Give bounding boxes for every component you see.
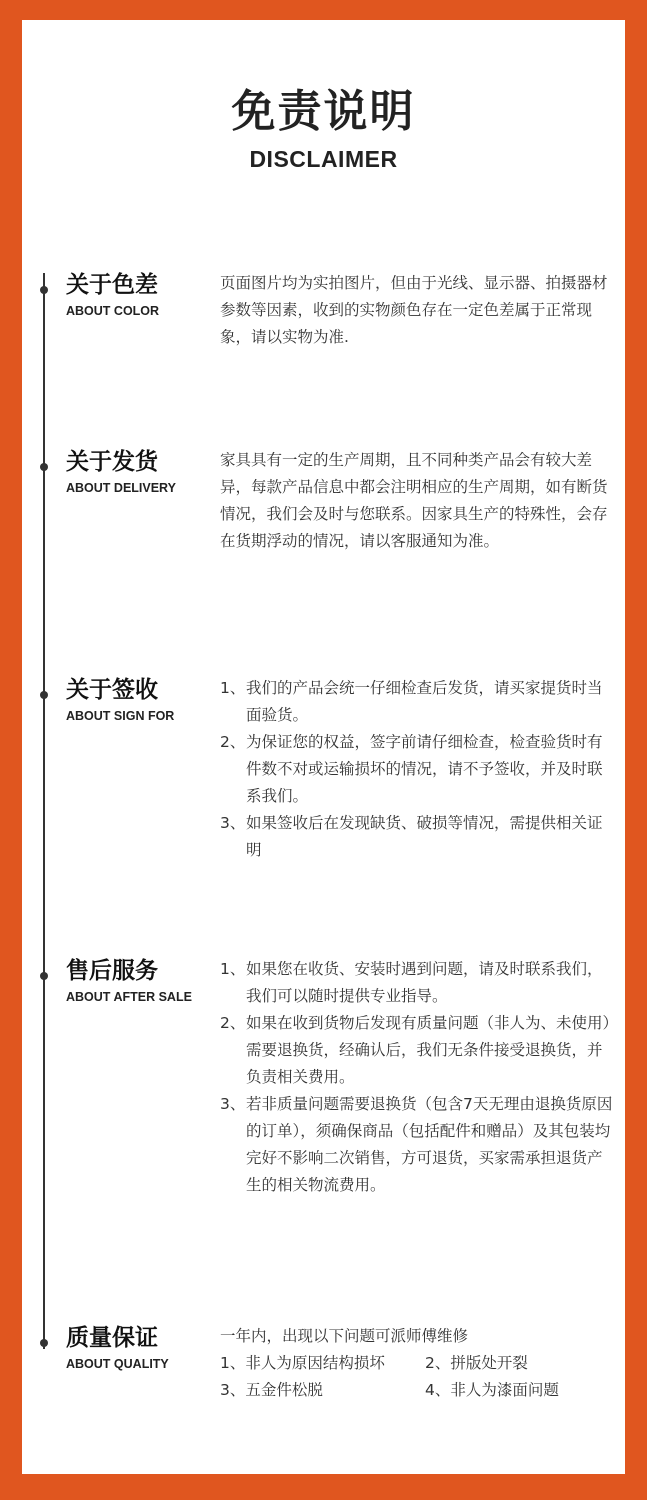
item-number: 3、 [220, 814, 246, 832]
timeline-line [43, 273, 45, 1349]
item-number: 1、 [220, 960, 246, 978]
list-item [220, 729, 615, 810]
timeline-dot [40, 691, 48, 699]
section-title: 关于色差 [66, 272, 158, 298]
quality-item: 3、五金件松脱 [220, 1381, 323, 1399]
item-number: 2、 [220, 733, 246, 751]
timeline-dot [40, 1339, 48, 1347]
disclaimer-panel [22, 20, 625, 1474]
item-text: 我们的产品会统一仔细检查后发货，请买家提货时当面验货。 [246, 679, 603, 724]
section-list [220, 956, 615, 1199]
list-item [220, 810, 615, 864]
section-subtitle: ABOUT COLOR [66, 304, 160, 318]
item-number: 3、 [220, 1095, 246, 1113]
quality-item: 4、非人为漆面问题 [425, 1381, 559, 1399]
section-title: 质量保证 [66, 1325, 158, 1351]
quality-row [220, 1350, 615, 1377]
section-title: 关于发货 [66, 449, 158, 475]
section-list [220, 675, 615, 864]
timeline-dot [40, 972, 48, 980]
timeline-dot [40, 463, 48, 471]
page-title: 免责说明 [231, 86, 416, 137]
section-subtitle: ABOUT QUALITY [66, 1357, 169, 1371]
section-title: 关于签收 [66, 677, 158, 703]
item-number: 1、 [220, 679, 246, 697]
quality-row [220, 1377, 615, 1404]
section-subtitle: ABOUT DELIVERY [66, 481, 176, 495]
section-subtitle: ABOUT AFTER SALE [66, 990, 192, 1004]
list-item [220, 1010, 615, 1091]
quality-item: 2、拼版处开裂 [425, 1354, 528, 1372]
section-title: 售后服务 [66, 958, 158, 984]
list-item [220, 1091, 615, 1199]
section-text: 页面图片均为实拍图片，但由于光线、显示器、拍摄器材参数等因素，收到的实物颜色存在一定色差属于正常现象，请以实物为准. [220, 274, 608, 346]
section-text: 家具具有一定的生产周期，且不同种类产品会有较大差异，每款产品信息中都会注明相应的生产周期，如有断货情况，我们会及时与您联系。因家具生产的特殊性，会存在货期浮动的情况，请以客服通知为准。 [220, 451, 608, 550]
item-text: 为保证您的权益，签字前请仔细检查，检查验货时有件数不对或运输损坏的情况，请不予签收，并及时联系我们。 [246, 733, 603, 805]
section-quality-body [220, 1323, 615, 1404]
list-item [220, 956, 615, 1010]
item-text: 如果在收到货物后发现有质量问题（非人为、未使用）需要退换货，经确认后，我们无条件接受退换货，并负责相关费用。 [246, 1014, 611, 1086]
page-subtitle: DISCLAIMER [249, 146, 398, 172]
list-item [220, 675, 615, 729]
section-subtitle: ABOUT SIGN FOR [66, 709, 175, 723]
timeline-dot [40, 286, 48, 294]
item-text: 若非质量问题需要退换货（包含7天无理由退换货原因的订单），须确保商品（包括配件和赠品）及其包装均完好不影响二次销售，方可退货，买家需承担退货产生的相关物流费用。 [246, 1095, 613, 1194]
quality-item: 1、非人为原因结构损坏 [220, 1354, 385, 1372]
quality-intro: 一年内，出现以下问题可派师傅维修 [220, 1327, 469, 1345]
item-text: 如果您在收货、安装时遇到问题，请及时联系我们，我们可以随时提供专业指导。 [246, 960, 603, 1005]
item-text: 如果签收后在发现缺货、破损等情况，需提供相关证明 [246, 814, 603, 859]
item-number: 2、 [220, 1014, 246, 1032]
